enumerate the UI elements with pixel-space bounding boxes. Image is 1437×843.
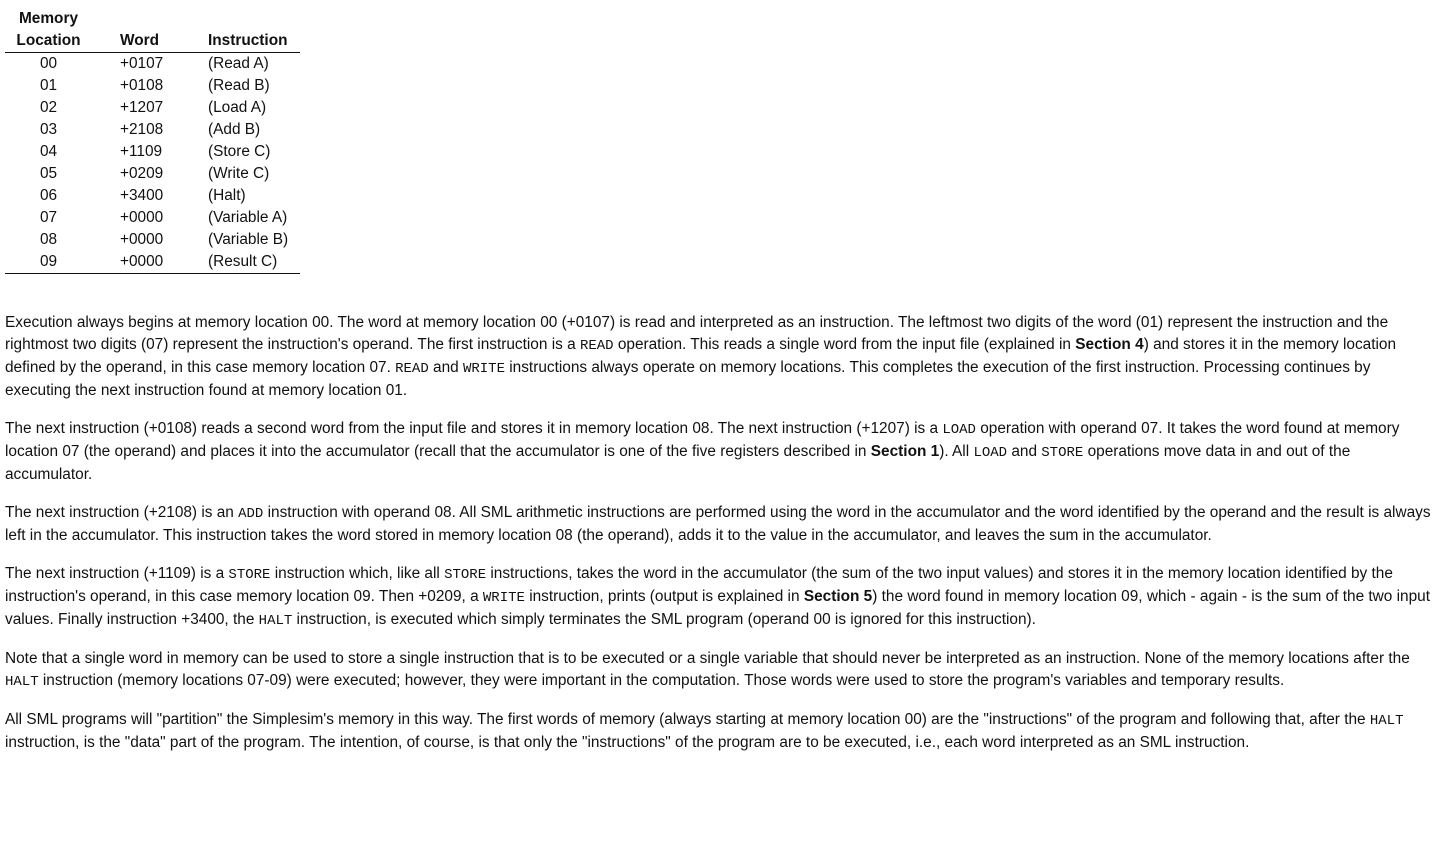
table-row bbox=[5, 163, 300, 185]
cell-word: +0000 bbox=[120, 209, 164, 226]
text-run: The next instruction (+2108) is an bbox=[5, 504, 239, 521]
paragraph-store-write-halt bbox=[5, 563, 1431, 632]
text-run: ). All bbox=[939, 443, 974, 460]
cell-location: 00 bbox=[39, 55, 58, 72]
code-halt: HALT bbox=[5, 674, 39, 690]
cell-instruction: (Load A) bbox=[208, 99, 267, 116]
cell-instruction: (Result C) bbox=[200, 251, 300, 274]
cell-word: +0108 bbox=[120, 77, 164, 94]
cell-word: +0000 bbox=[120, 231, 164, 248]
cell-location: 03 bbox=[39, 121, 58, 138]
code-write: WRITE bbox=[462, 361, 505, 377]
cell-location: 01 bbox=[39, 77, 58, 94]
text-run: instruction which, like all bbox=[270, 565, 445, 582]
paragraph-partition bbox=[5, 709, 1431, 754]
code-halt: HALT bbox=[258, 613, 293, 629]
code-load: LOAD bbox=[973, 445, 1008, 461]
code-add: ADD bbox=[238, 506, 264, 522]
header-memory-line2: Location bbox=[16, 32, 81, 49]
table-row bbox=[5, 229, 300, 251]
cell-word: +1109 bbox=[120, 143, 163, 160]
cell-instruction: (Write C) bbox=[208, 165, 270, 182]
paragraph-add bbox=[5, 502, 1431, 547]
header-memory-location bbox=[5, 8, 92, 53]
cell-instruction: (Store C) bbox=[208, 143, 271, 160]
table-row bbox=[5, 119, 300, 141]
cell-instruction: (Read B) bbox=[208, 77, 270, 94]
text-run: and bbox=[1007, 443, 1042, 460]
cell-location: 06 bbox=[39, 187, 58, 204]
paragraph-memory-note bbox=[5, 648, 1431, 693]
code-halt: HALT bbox=[1369, 713, 1404, 729]
document-page bbox=[0, 8, 1437, 754]
cell-instruction: (Add B) bbox=[208, 121, 261, 138]
cell-instruction: (Halt) bbox=[208, 187, 246, 204]
header-word: Word bbox=[92, 8, 200, 53]
section-reference: Section 5 bbox=[803, 588, 873, 605]
section-reference: Section 1 bbox=[870, 443, 940, 460]
code-store: STORE bbox=[228, 567, 271, 583]
text-run: instruction, is the "data" part of the program. The intention, of course, is that only the "instructions" of the program are to be executed, i.e., each word interpreted as an SML instruction. bbox=[5, 734, 1250, 751]
table-row bbox=[5, 97, 300, 119]
text-run: instructions, takes the word in the accumulator (the sum of the two input values) and stores it in the memory location identified by the instruction's operand, in this case memory location 09. Then +0209, a bbox=[5, 565, 1393, 605]
table-row bbox=[5, 53, 300, 76]
header-memory-line1: Memory bbox=[18, 10, 78, 27]
paragraph-execution-start bbox=[5, 312, 1431, 402]
cell-location: 07 bbox=[39, 209, 58, 226]
code-read: READ bbox=[579, 338, 614, 354]
table-row bbox=[5, 251, 300, 274]
cell-location: 09 bbox=[5, 251, 92, 274]
cell-word: +3400 bbox=[120, 187, 164, 204]
cell-word: +0107 bbox=[120, 55, 164, 72]
table-row bbox=[5, 207, 300, 229]
cell-location: 04 bbox=[39, 143, 58, 160]
cell-location: 02 bbox=[39, 99, 58, 116]
code-store: STORE bbox=[1041, 445, 1084, 461]
text-run: operations move data in and out of the accumulator. bbox=[5, 443, 1351, 483]
header-instruction: Instruction bbox=[200, 8, 300, 53]
table-header-row bbox=[5, 8, 300, 53]
code-load: LOAD bbox=[942, 422, 976, 438]
cell-instruction: (Read A) bbox=[208, 55, 269, 72]
text-run: The next instruction (+1109) is a bbox=[5, 565, 229, 582]
text-run: instructions always operate on memory locations. This completes the execution of the first instruction. Processing continues by executing the next instruction found at memory location 01. bbox=[5, 359, 1371, 399]
cell-location: 05 bbox=[39, 165, 58, 182]
table-row bbox=[5, 141, 300, 163]
text-run: instruction, is executed which simply terminates the SML program (operand 00 is ignored for this instruction). bbox=[292, 611, 1036, 628]
text-run: ) the word found in memory location 09, which - again - is the sum of the two input values. Finally instruction +3400, the bbox=[5, 588, 1431, 628]
cell-instruction: (Variable B) bbox=[208, 231, 289, 248]
cell-location: 08 bbox=[39, 231, 58, 248]
text-run: All SML programs will "partition" the Simplesim's memory in this way. The first words of memory (always starting at memory location 00) are the "instructions" of the program and following that, after the bbox=[5, 711, 1370, 728]
text-run: operation with operand 07. It takes the word found at memory location 07 (the operand) and places it into the accumulator (recall that the accumulator is one of the five registers described in bbox=[5, 420, 1400, 460]
table-row bbox=[5, 185, 300, 207]
text-run: instruction with operand 08. All SML arithmetic instructions are performed using the word in the accumulator and the word identified by the operand and the result is always left in the accumulator. This instruction takes the word stored in memory location 08 (the operand), adds it to the value in the accumulator, and leaves the sum in the accumulator. bbox=[5, 504, 1431, 544]
cell-word: +2108 bbox=[120, 121, 164, 138]
text-run: operation. This reads a single word from the input file (explained in bbox=[613, 336, 1076, 353]
cell-word: +1207 bbox=[120, 99, 164, 116]
text-run: The next instruction (+0108) reads a second word from the input file and stores it in memory location 08. The next instruction (+1207) is a bbox=[5, 420, 943, 437]
cell-word: +0209 bbox=[120, 165, 164, 182]
text-run: Note that a single word in memory can be used to store a single instruction that is to be executed or a single variable that should never be interpreted as an instruction. None of the memory locations after the bbox=[5, 650, 1410, 667]
paragraph-load bbox=[5, 418, 1431, 486]
cell-instruction: (Variable A) bbox=[208, 209, 288, 226]
code-read: READ bbox=[395, 361, 429, 377]
text-run: instruction (memory locations 07-09) were executed; however, they were important in the computation. Those words were used to store the program's variables and temporary results. bbox=[38, 672, 1285, 689]
table-row bbox=[5, 75, 300, 97]
text-run: Execution always begins at memory location 00. The word at memory location 00 (+0107) is read and interpreted as an instruction. The leftmost two digits of the word (01) represent the instruction and the rightmost two digits (07) represent the instruction's operand. The first instruction is a bbox=[5, 314, 1389, 353]
text-run: ) and stores it in the memory location defined by the operand, in this case memory location 07. bbox=[5, 336, 1397, 376]
sml-program-table bbox=[5, 8, 300, 274]
text-run: instruction, prints (output is explained in bbox=[524, 588, 804, 605]
section-reference: Section 4 bbox=[1075, 336, 1144, 353]
code-write: WRITE bbox=[482, 590, 525, 606]
code-store: STORE bbox=[444, 567, 487, 583]
cell-word: +0000 bbox=[92, 251, 200, 274]
explanation-text bbox=[5, 312, 1431, 754]
text-run: and bbox=[428, 359, 463, 376]
